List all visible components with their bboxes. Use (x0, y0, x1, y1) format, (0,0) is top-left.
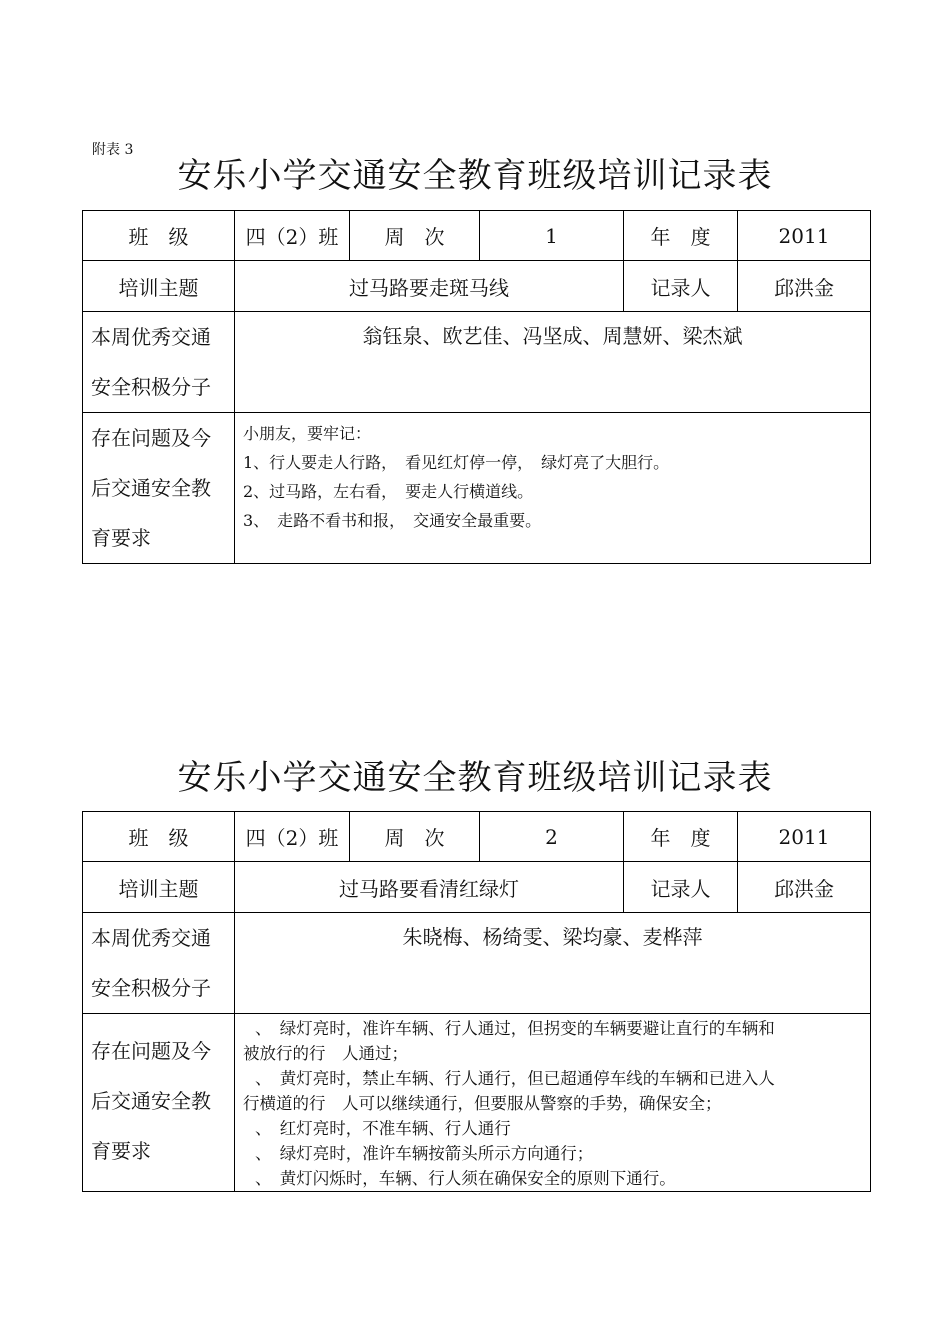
class-label: 班 级 (83, 211, 235, 261)
topic-value: 过马路要看清红绿灯 (235, 862, 624, 913)
recorder-label: 记录人 (624, 261, 738, 312)
requirements-text (235, 1014, 871, 1192)
requirement-line: 、 绿灯亮时，准许车辆按箭头所示方向通行； (255, 1144, 594, 1163)
requirement-line: 被放行的行 人通过； (243, 1044, 408, 1063)
requirement-line: 、 绿灯亮时，准许车辆、行人通过，但拐变的车辆要避让直行的车辆和 (255, 1019, 775, 1038)
class-value: 四（2）班 (235, 211, 350, 261)
excellent-label: 本周优秀交通 安全积极分子 (83, 913, 235, 1014)
recorder-value: 邱洪金 (738, 862, 871, 913)
excellent-label: 本周优秀交通 安全积极分子 (83, 312, 235, 413)
record-table (82, 210, 871, 564)
topic-value: 过马路要走斑马线 (235, 261, 624, 312)
requirement-line: 3、 走路不看书和报， 交通安全最重要。 (243, 511, 542, 530)
requirement-line: 1、行人要走人行路， 看见红灯停一停， 绿灯亮了大胆行。 (243, 453, 670, 472)
record-table (82, 811, 871, 1192)
excellent-students: 翁钰泉、欧艺佳、冯坚成、周慧妍、梁杰斌 (235, 312, 871, 413)
form-title: 安乐小学交通安全教育班级培训记录表 (177, 758, 773, 798)
requirement-line: 行横道的行 人可以继续通行，但要服从警察的手势，确保安全； (243, 1094, 722, 1113)
requirement-line: 、 黄灯亮时，禁止车辆、行人通行，但已超通停车线的车辆和已进入人 (255, 1069, 775, 1088)
week-label: 周 次 (350, 211, 480, 261)
year-label: 年 度 (624, 812, 738, 862)
year-value: 2011 (738, 211, 871, 261)
requirement-line: 2、过马路，左右看， 要走人行横道线。 (243, 482, 534, 501)
requirement-line: 、 黄灯闪烁时，车辆、行人须在确保安全的原则下通行。 (255, 1169, 676, 1188)
class-label: 班 级 (83, 812, 235, 862)
excellent-students: 朱晓梅、杨绮雯、梁均豪、麦桦萍 (235, 913, 871, 1014)
topic-label: 培训主题 (83, 261, 235, 312)
year-label: 年 度 (624, 211, 738, 261)
recorder-value: 邱洪金 (738, 261, 871, 312)
class-value: 四（2）班 (235, 812, 350, 862)
annex-label: 附表 3 (92, 142, 134, 158)
requirements-text (235, 413, 871, 564)
week-value: 1 (480, 211, 624, 261)
recorder-label: 记录人 (624, 862, 738, 913)
form-title: 安乐小学交通安全教育班级培训记录表 (177, 156, 773, 196)
requirements-label: 存在问题及今 后交通安全教 育要求 (83, 1014, 235, 1192)
requirement-line: 、 红灯亮时，不准车辆、行人通行 (255, 1119, 511, 1138)
topic-label: 培训主题 (83, 862, 235, 913)
week-label: 周 次 (350, 812, 480, 862)
year-value: 2011 (738, 812, 871, 862)
week-value: 2 (480, 812, 624, 862)
requirement-line: 小朋友，要牢记： (243, 424, 372, 443)
requirements-label: 存在问题及今 后交通安全教 育要求 (83, 413, 235, 564)
